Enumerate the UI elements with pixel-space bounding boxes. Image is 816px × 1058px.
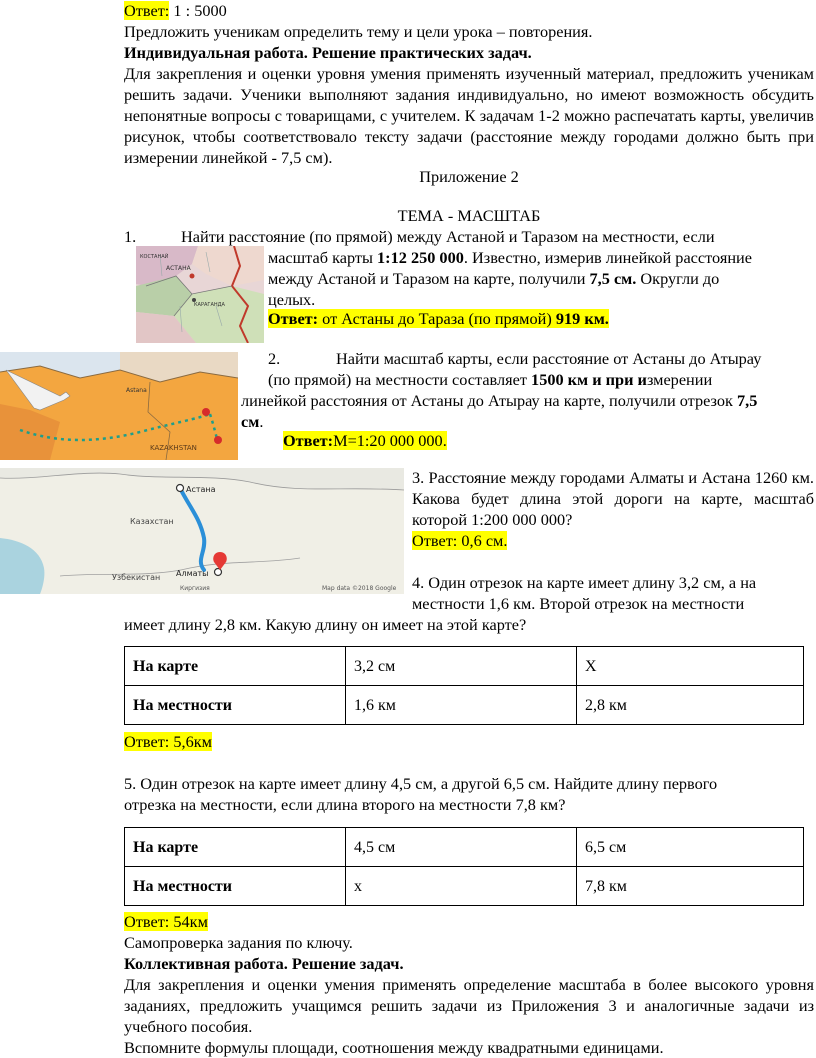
table-cell: 1,6 км xyxy=(346,686,577,725)
map3-label-kyrgyzstan: Киргизия xyxy=(180,585,210,592)
self-check-line: Самопроверка задания по ключу. xyxy=(124,933,353,952)
task1-line2: масштаб карты 1:12 250 000. Известно, измерив линейкой расстояние xyxy=(268,248,752,267)
map3-label-astana: Астана xyxy=(186,485,216,494)
table-row xyxy=(125,867,804,906)
task4-table xyxy=(124,646,804,725)
table-cell: х xyxy=(346,867,577,906)
table-cell: На карте xyxy=(125,828,346,867)
task1-line4: целых. xyxy=(268,290,316,309)
task4-line2: местности 1,6 км. Второй отрезок на местности xyxy=(412,594,745,613)
table-cell: 6,5 см xyxy=(577,828,804,867)
task2-line1: Найти масштаб карты, если расстояние от Астаны до Атырау xyxy=(336,349,762,368)
intro-block xyxy=(124,0,814,168)
map3-label-almaty: Алматы xyxy=(176,569,209,578)
table-cell: Х xyxy=(577,647,804,686)
task5-table xyxy=(124,827,804,906)
task4-line3: имеет длину 2,8 км. Какую длину он имеет на этой карте? xyxy=(124,615,527,634)
map-astana-atyrau xyxy=(0,352,238,460)
table-row xyxy=(125,686,804,725)
outro-last-line: Вспомните формулы площади, соотношения между квадратными единицами. xyxy=(124,1038,664,1057)
task3-answer: Ответ: 0,6 см. xyxy=(412,531,508,550)
intro-line: Предложить ученикам определить тему и цели урока – повторения. xyxy=(124,22,593,41)
task1-line1: Найти расстояние (по прямой) между Астаной и Таразом на местности, если xyxy=(181,227,715,246)
task2-line2: (по прямой) на местности составляет 1500 км и при измерении xyxy=(268,370,713,389)
intro-paragraph: Для закрепления и оценки уровня умения применять изученный материал, предложить ученикам решить задачи. Ученики выполняют задания индивидуально, но имеют возможность обсудить непонятные вопросы с товарищами, с учителем. К задачам 1-2 можно распечатать карты, увеличив рисунок, чтобы соответствовало тексту задачи (расстояние между городами должно быть при измерении линейкой - 7,5 см). xyxy=(124,64,814,167)
task5-line1: 5. Один отрезок на карте имеет длину 4,5 см, а другой 6,5 см. Найдите длину первого xyxy=(124,774,718,793)
task2-answer: Ответ:М=1:20 000 000. xyxy=(283,431,447,450)
section-heading-collective: Коллективная работа. Решение задач. xyxy=(124,954,404,973)
map1-label-astana: АСТАНА xyxy=(166,265,191,272)
section-heading-individual: Индивидуальная работа. Решение практических задач. xyxy=(124,43,532,62)
task2-number: 2. xyxy=(268,349,281,368)
task1-answer: Ответ: от Астаны до Тараза (по прямой) 919 км. xyxy=(268,309,609,328)
appendix-label: Приложение 2 xyxy=(419,167,519,186)
table-row xyxy=(125,647,804,686)
table-cell: 3,2 см xyxy=(346,647,577,686)
outro-paragraph: Для закрепления и оценки умения применять определение масштаба в более высокого уровня заданиях, предложить учащимся решить задачи из Приложения 3 и аналогичные задачи из учебного пособия. xyxy=(124,975,814,1036)
task5-answer: Ответ: 54км xyxy=(124,912,208,931)
topic-title: ТЕМА - МАСШТАБ xyxy=(397,206,541,225)
answer-label: Ответ: xyxy=(124,1,170,20)
map-astana-taraz xyxy=(136,246,264,343)
task2-line4: см. xyxy=(241,412,264,431)
task4-line1: 4. Один отрезок на карте имеет длину 3,2 см, а на xyxy=(412,573,757,592)
task1-line3: между Астаной и Таразом на карте, получили 7,5 см. Округли до xyxy=(268,269,720,288)
map3-label-uzbekistan: Узбекистан xyxy=(112,573,161,582)
map3-label-kazakhstan: Казахстан xyxy=(130,517,174,526)
answer-value: 1 : 5000 xyxy=(169,1,227,20)
map1-label-kostanai: КОСТАНАЙ xyxy=(140,254,169,260)
task5-line2: отрезка на местности, если длина второго на местности 7,8 км? xyxy=(124,795,566,814)
map-almaty-astana xyxy=(0,468,404,594)
map3-attribution: Map data ©2018 Google xyxy=(322,585,397,592)
table-cell: 2,8 км xyxy=(577,686,804,725)
table-cell: На местности xyxy=(125,686,346,725)
table-cell: На карте xyxy=(125,647,346,686)
table-cell: На местности xyxy=(125,867,346,906)
map2-label-kazakhstan: KAZAKHSTAN xyxy=(150,444,197,452)
task3-text: 3. Расстояние между городами Алматы и Астана 1260 км. Какова будет длина этой дороги на карте, масштаб которой 1:200 000 000? xyxy=(412,468,814,529)
map2-label-astana: Astana xyxy=(126,387,147,394)
task4-answer: Ответ: 5,6км xyxy=(124,732,212,751)
map1-label-karaganda: КАРАГАНДА xyxy=(194,302,225,308)
outro-block xyxy=(124,932,814,1058)
task2-line3: линейкой расстояния от Астаны до Атырау на карте, получили отрезок 7,5 xyxy=(241,391,758,410)
table-row xyxy=(125,828,804,867)
table-cell: 7,8 км xyxy=(577,867,804,906)
table-cell: 4,5 см xyxy=(346,828,577,867)
task1-number: 1. xyxy=(124,227,137,246)
